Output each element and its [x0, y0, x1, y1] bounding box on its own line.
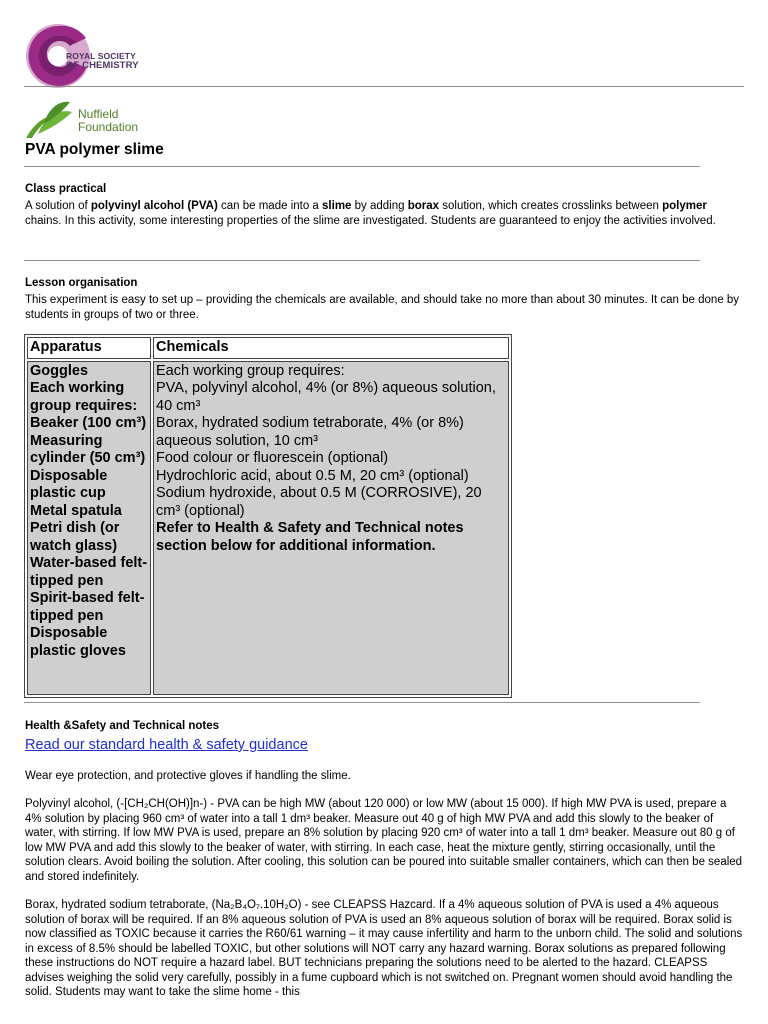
apparatus-list: [27, 361, 151, 696]
lesson-organisation-text: This experiment is easy to set up – providing the chemicals are available, and should take no more than about 30 minutes. It can be done by students in groups of two or three.: [25, 294, 740, 321]
apparatus-item: Metal spatula: [30, 502, 122, 519]
class-practical-segment: can be made into a: [217, 200, 323, 212]
nuffield-logo-text: [78, 108, 138, 134]
lesson-organisation-heading: Lesson organisation: [25, 277, 138, 289]
health-safety-heading: Health &Safety and Technical notes: [25, 720, 220, 732]
chemical-item: Refer to Health & Safety and Technical notes section below for additional information.: [156, 520, 464, 554]
borax-notes-text: Borax, hydrated sodium tetraborate, (Na₂B₄O₇.10H₂O) - see CLEAPSS Hazcard. If a 4% aqueous solution of PVA is used a 4% aqueous solution of borax will be required. If an 8% aqueous solution of PVA is used an 8% aqueous solution of borax will be required. Borax solid is now classified as TOXIC because it carries the R60/61 warning – it may cause infertility and harm to the unborn child. The solid and solutions in excess of 8.5% should be labelled TOXIC, but other solutions will NOT carry any hazard warning. Borax solutions as prepared following these instructions do NOT require a hazard label. BUT technicians preparing the solutions need to be alerted to the hazard. CLEAPSS advises weighing the solid very carefully, possibly in a fume cupboard which is not switched on. Pregnant women should avoid handling the solid. Students may want to take the slime home - this: [25, 899, 743, 998]
apparatus-item: Beaker (100 cm³): [30, 415, 147, 431]
eye-protection-text: Wear eye protection, and protective gloves if handling the slime.: [25, 770, 351, 782]
class-practical-segment: polymer: [662, 200, 707, 212]
chemicals-header: Chemicals: [153, 337, 509, 359]
class-practical-segment: A solution of: [25, 200, 91, 212]
health-safety-guidance-link[interactable]: Read our standard health & safety guidance: [25, 737, 308, 753]
apparatus-item: Water-based felt-tipped pen: [30, 555, 148, 589]
chemical-item: Food colour or fluorescein (optional): [156, 450, 389, 466]
pva-notes-text: Polyvinyl alcohol, (-[CH₂CH(OH)]n-) - PVA can be high MW (about 120 000) or low MW (about 15 000). If high MW PVA is used, prepare a 4% solution by placing 960 cm³ of water into a tall 1 dm³ beaker. Measure out 40 g of high MW PVA and add this slowly to the beaker of water, with stirring. If low MW PVA is used, prepare an 8% solution by placing 920 cm³ of water into a tall 1 dm³ beaker. Measure out 80 g of low MW PVA and add this slowly to the beaker of water, with stirring. In each case, heat the mixture gently, stirring occasionally, until the solution clears. Avoid boiling the solution. After cooling, this solution can be poured into suitable smaller containers, which can then be sealed and stored indefinitely.: [25, 798, 743, 883]
chemical-item: Borax, hydrated sodium tetraborate, 4% (or 8%) aqueous solution, 10 cm³: [156, 415, 464, 449]
apparatus-item: Spirit-based felt-tipped pen: [30, 590, 145, 624]
section-divider-2: [24, 702, 700, 703]
chemical-item: Hydrochloric acid, about 0.5 M, 20 cm³ (optional): [156, 467, 469, 484]
apparatus-item: Petri dish (or watch glass): [30, 520, 120, 554]
class-practical-heading: Class practical: [25, 183, 107, 195]
class-practical-segment: borax: [407, 200, 440, 212]
rsc-logo-text: [66, 52, 139, 70]
title-divider: [24, 166, 700, 167]
class-practical-segment: chains. In this activity, some interesting properties of the slime are investigated. Students are guaranteed to enjoy the activities involved.: [25, 214, 716, 227]
materials-table: [24, 334, 512, 698]
chemical-item: Sodium hydroxide, about 0.5 M (CORROSIVE), 20 cm³ (optional): [156, 485, 482, 519]
header-divider: [24, 86, 744, 87]
chemical-item: Each working group requires:: [156, 362, 345, 379]
page-title: PVA polymer slime: [25, 141, 164, 158]
rsc-line1: ROYAL SOCIETY: [66, 51, 136, 61]
apparatus-item: Measuring cylinder (50 cm³): [30, 432, 146, 466]
apparatus-item: Disposable plastic cup: [30, 467, 108, 501]
class-practical-segment: by adding: [351, 200, 408, 212]
section-divider-1: [24, 260, 700, 261]
apparatus-header: Apparatus: [27, 337, 151, 359]
chemicals-list: [153, 361, 509, 696]
class-practical-text: [25, 199, 745, 228]
nuffield-line1: Nuffield: [78, 107, 119, 121]
apparatus-item: Each working group requires:: [30, 380, 138, 414]
header-logos: [24, 22, 164, 140]
apparatus-item: Goggles: [30, 362, 89, 379]
class-practical-segment: solution, which creates crosslinks between: [439, 200, 663, 212]
rsc-line2: OF CHEMISTRY: [66, 60, 139, 71]
chemical-item: PVA, polyvinyl alcohol, 4% (or 8%) aqueous solution, 40 cm³: [156, 380, 496, 414]
nuffield-line2: Foundation: [78, 120, 139, 134]
apparatus-item: Disposable plastic gloves: [30, 625, 126, 659]
class-practical-segment: polyvinyl alcohol (PVA): [90, 200, 218, 212]
class-practical-segment: slime: [322, 200, 352, 212]
